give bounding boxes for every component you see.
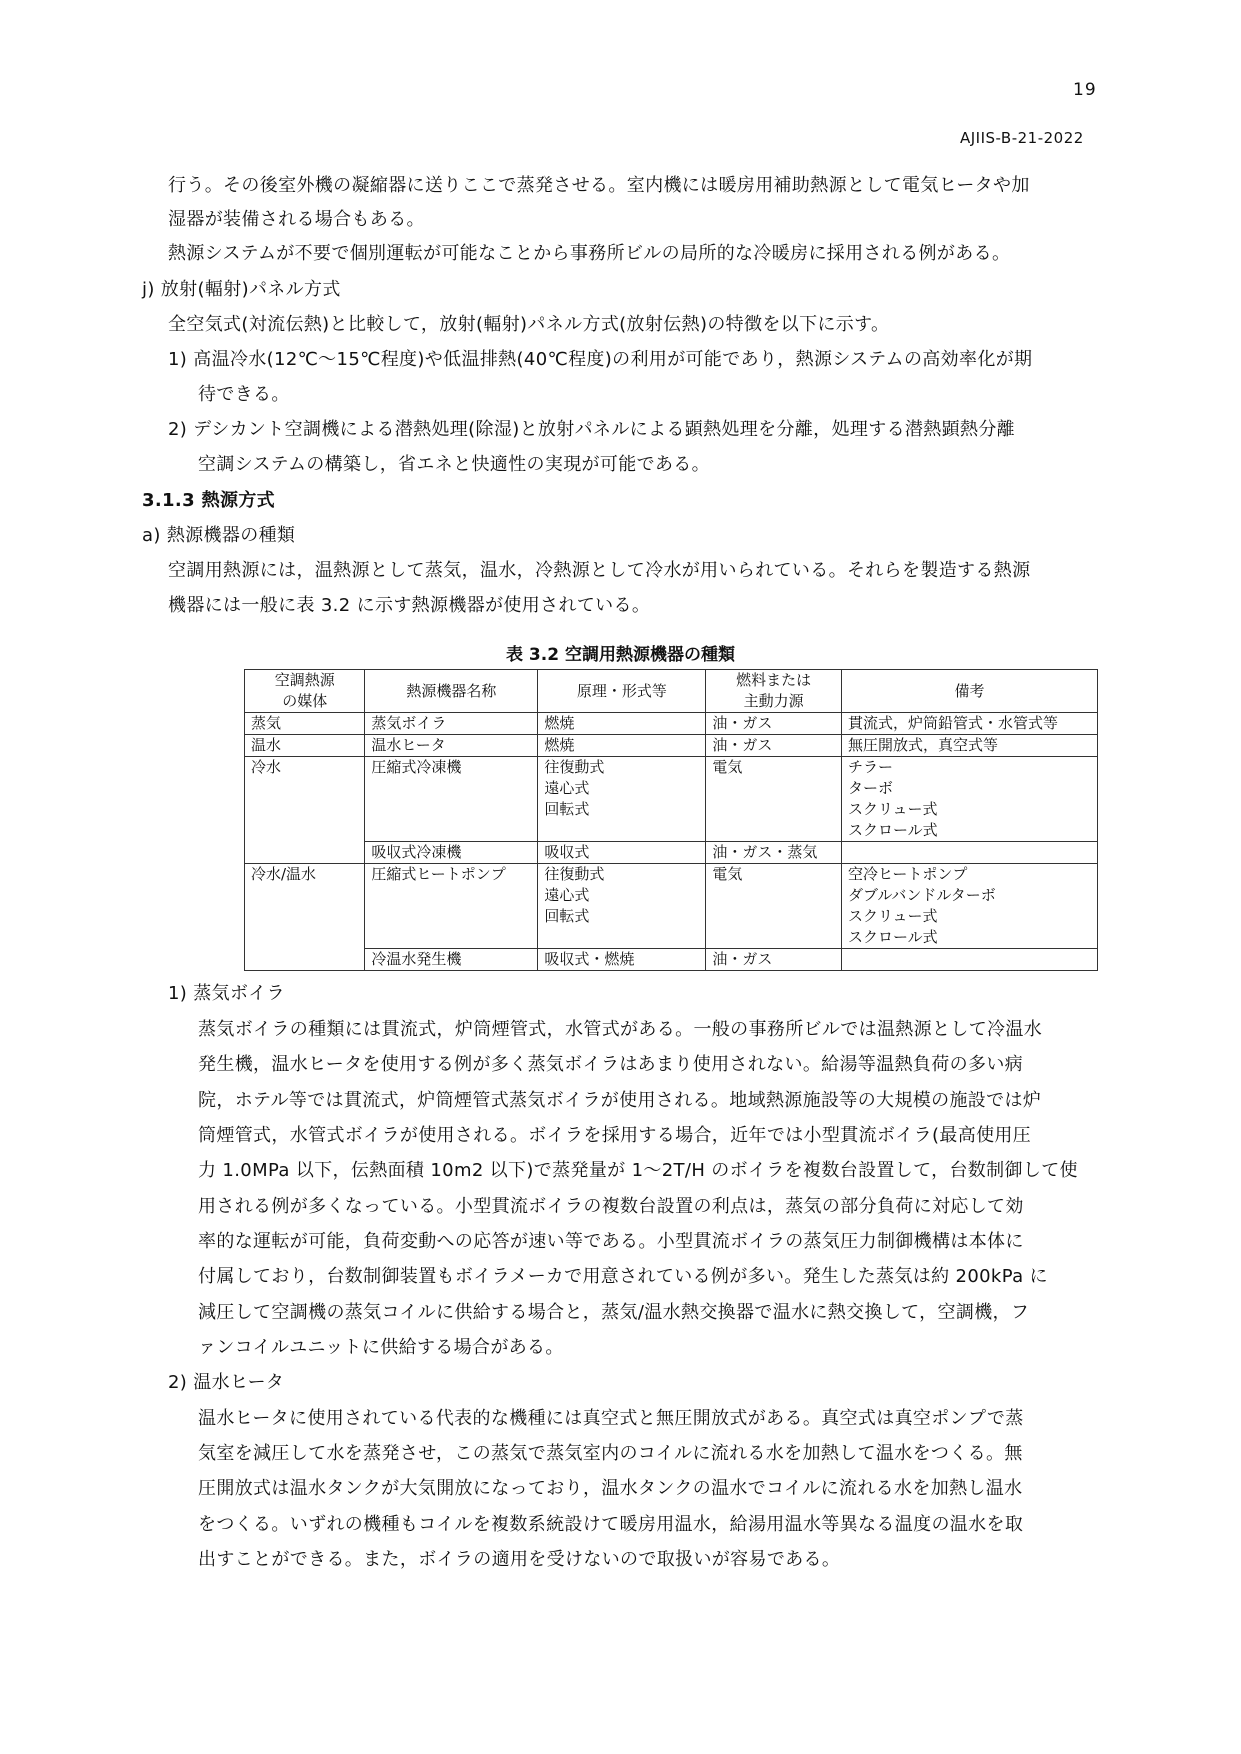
list-item-heading: j) 放射(輻射)パネル方式 [142, 279, 341, 300]
table-cell: 燃焼 [538, 713, 706, 735]
table-cell: 冷温水発生機 [365, 949, 538, 971]
paragraph-line: 空調用熱源には，温熱源として蒸気，温水，冷熱源として冷水が用いられている。それらを製造する熱源 [168, 560, 1031, 581]
table-header-cell: 燃料または 主動力源 [706, 670, 842, 713]
paragraph-line: 蒸気ボイラの種類には貫流式，炉筒煙管式，水管式がある。一般の事務所ビルでは温熱源として冷温水 [198, 1019, 1043, 1040]
table-row [245, 735, 1098, 757]
paragraph-line: 行う。その後室外機の凝縮器に送りここで蒸発させる。室内機には暖房用補助熱源として電気ヒータや加 [168, 175, 1030, 196]
table-cell: 電気 [706, 864, 842, 949]
table-header-cell: 原理・形式等 [538, 670, 706, 713]
paragraph-line: 圧開放式は温水タンクが大気開放になっており，温水タンクの温水でコイルに流れる水を加熱し温水 [198, 1478, 1023, 1499]
heat-source-equipment-table [244, 669, 1098, 971]
paragraph-line: 出すことができる。また，ボイラの適用を受けないので取扱いが容易である。 [198, 1549, 841, 1570]
table-cell: 温水 [245, 735, 365, 757]
table-caption: 表 3.2 空調用熱源機器の種類 [506, 645, 735, 665]
paragraph-line: 付属しており，台数制御装置もボイラメーカで用意されている例が多い。発生した蒸気は約 200kPa に [198, 1266, 1048, 1287]
table-cell: 吸収式・燃焼 [538, 949, 706, 971]
page-number: 19 [1073, 80, 1097, 100]
table-cell: 燃焼 [538, 735, 706, 757]
table-cell: 圧縮式冷凍機 [365, 757, 538, 842]
section-heading: 3.1.3 熱源方式 [142, 490, 276, 511]
paragraph-line: 発生機，温水ヒータを使用する例が多く蒸気ボイラはあまり使用されない。給湯等温熱負荷の多い病 [198, 1054, 1024, 1075]
table-cell: 油・ガス [706, 735, 842, 757]
paragraph-line: 院，ホテル等では貫流式，炉筒煙管式蒸気ボイラが使用される。地域熱源施設等の大規模の施設では炉 [198, 1090, 1042, 1111]
table-cell: 油・ガス [706, 949, 842, 971]
table-cell: 往復動式 遠心式 回転式 [538, 757, 706, 842]
table-cell: 往復動式 遠心式 回転式 [538, 864, 706, 949]
table-row [245, 949, 1098, 971]
table-header-cell: 熱源機器名称 [365, 670, 538, 713]
paragraph-line: 機器には一般に表 3.2 に示す熱源機器が使用されている。 [168, 595, 651, 616]
paragraph-line: ァンコイルユニットに供給する場合がある。 [198, 1337, 564, 1358]
paragraph-line: 湿器が装備される場合もある。 [168, 209, 425, 230]
table-cell: 無圧開放式，真空式等 [841, 735, 1097, 757]
paragraph-line: 用される例が多くなっている。小型貫流ボイラの複数台設置の利点は，蒸気の部分負荷に対応して効 [198, 1196, 1024, 1217]
table-cell [841, 842, 1097, 864]
paragraph-line: 率的な運転が可能，負荷変動への応答が速い等である。小型貫流ボイラの蒸気圧力制御機構は本体に [198, 1231, 1024, 1252]
numbered-item: 1) 高温冷水(12℃～15℃程度)や低温排熱(40℃程度)の利用が可能であり，熱源システムの高効率化が期 [168, 349, 1033, 370]
table-header-cell: 備考 [841, 670, 1097, 713]
table-row [245, 757, 1098, 842]
table-cell: 冷水 [245, 757, 365, 864]
table-cell: 圧縮式ヒートポンプ [365, 864, 538, 949]
table-header-row [245, 670, 1098, 713]
table-cell: チラー ターボ スクリュー式 スクロール式 [841, 757, 1097, 842]
paragraph-line: 熱源システムが不要で個別運転が可能なことから事務所ビルの局所的な冷暖房に採用される例がある。 [168, 243, 1011, 264]
list-item-heading: a) 熱源機器の種類 [142, 525, 296, 546]
table-cell: 電気 [706, 757, 842, 842]
paragraph-line: 減圧して空調機の蒸気コイルに供給する場合と，蒸気/温水熱交換器で温水に熱交換して，空調機，フ [198, 1302, 1030, 1323]
paragraph-line: 温水ヒータに使用されている代表的な機種には真空式と無圧開放式がある。真空式は真空ポンプで蒸 [198, 1408, 1024, 1429]
table-cell: 油・ガス [706, 713, 842, 735]
document-id: AJIIS-B-21-2022 [960, 129, 1084, 147]
paragraph-line: 空調システムの構築し，省エネと快適性の実現が可能である。 [198, 454, 710, 475]
table-row [245, 842, 1098, 864]
table-header-cell: 空調熱源 の媒体 [245, 670, 365, 713]
table-cell: 温水ヒータ [365, 735, 538, 757]
table-cell: 吸収式 [538, 842, 706, 864]
paragraph-line: 気室を減圧して水を蒸発させ，この蒸気で蒸気室内のコイルに流れる水を加熱して温水をつくる。無 [198, 1443, 1023, 1464]
table-cell: 蒸気 [245, 713, 365, 735]
paragraph-line: 全空気式(対流伝熱)と比較して，放射(輻射)パネル方式(放射伝熱)の特徴を以下に示す。 [168, 314, 890, 335]
paragraph-line: をつくる。いずれの機種もコイルを複数系統設けて暖房用温水，給湯用温水等異なる温度の温水を取 [198, 1514, 1024, 1535]
table-cell [841, 949, 1097, 971]
paragraph-line: 力 1.0MPa 以下，伝熱面積 10m2 以下)で蒸発量が 1～2T/H のボイラを複数台設置して，台数制御して使 [198, 1160, 1078, 1181]
table-row [245, 864, 1098, 949]
table-cell: 貫流式，炉筒鉛管式・水管式等 [841, 713, 1097, 735]
table-cell: 冷水/温水 [245, 864, 365, 971]
numbered-item: 2) 温水ヒータ [168, 1372, 285, 1393]
table-row [245, 713, 1098, 735]
table-cell: 油・ガス・蒸気 [706, 842, 842, 864]
table-cell: 蒸気ボイラ [365, 713, 538, 735]
numbered-item: 2) デシカント空調機による潜熱処理(除湿)と放射パネルによる顕熱処理を分離，処理する潜熱顕熱分離 [168, 419, 1016, 440]
numbered-item: 1) 蒸気ボイラ [168, 983, 285, 1004]
paragraph-line: 筒煙管式，水管式ボイラが使用される。ボイラを採用する場合，近年では小型貫流ボイラ(最高使用圧 [198, 1125, 1032, 1146]
table-cell: 空冷ヒートポンプ ダブルバンドルターボ スクリュー式 スクロール式 [841, 864, 1097, 949]
paragraph-line: 待できる。 [198, 384, 290, 405]
table-cell: 吸収式冷凍機 [365, 842, 538, 864]
